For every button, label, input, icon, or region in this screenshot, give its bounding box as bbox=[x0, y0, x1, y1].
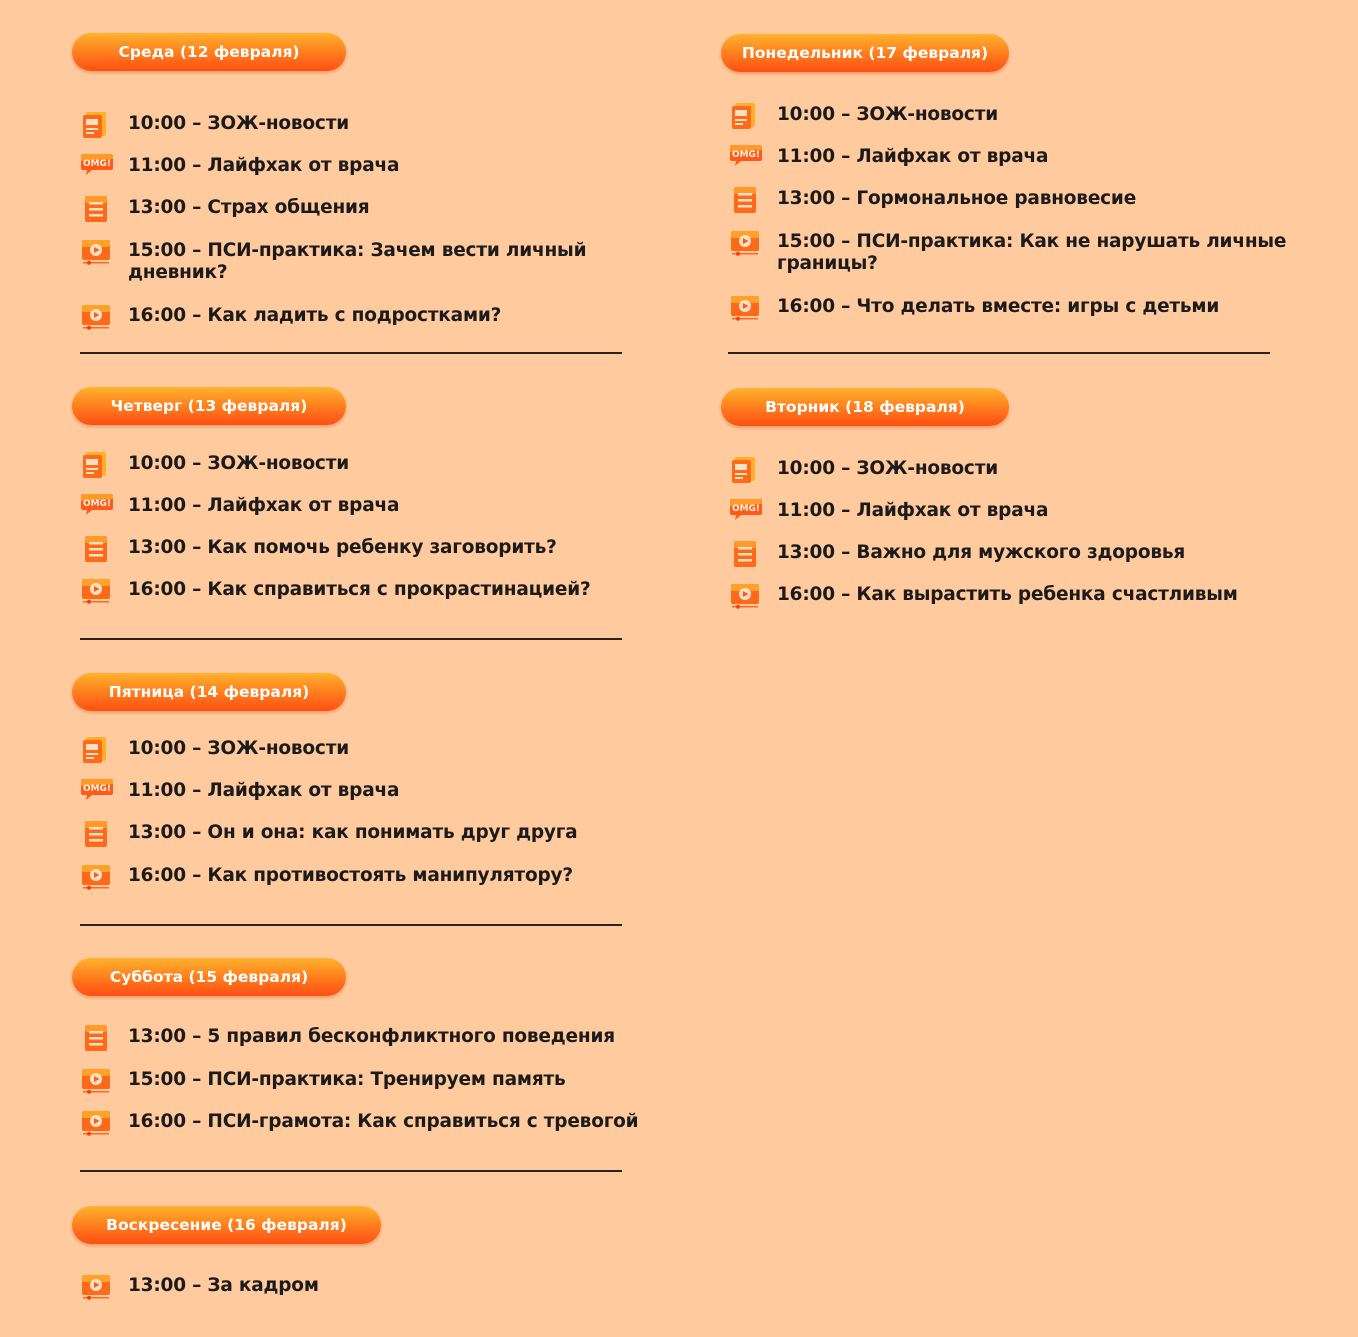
schedule-item-text bbox=[128, 453, 349, 475]
schedule-item-line: 11:00 – Лайфхак от врача bbox=[777, 146, 1049, 167]
video-icon bbox=[80, 303, 114, 329]
schedule-item-text bbox=[128, 495, 399, 517]
day-header: Пятница (14 февраля) bbox=[72, 673, 346, 711]
schedule-item bbox=[80, 865, 573, 889]
schedule-item-text bbox=[128, 113, 349, 135]
schedule-item-line: 11:00 – Лайфхак от врача bbox=[128, 495, 400, 516]
day-header: Суббота (15 февраля) bbox=[72, 958, 346, 996]
svg-text:OMG!: OMG! bbox=[82, 499, 112, 509]
schedule-item-line: 11:00 – Лайфхак от врача bbox=[777, 500, 1049, 521]
schedule-item-text bbox=[128, 155, 399, 177]
schedule-item bbox=[80, 453, 349, 477]
schedule-item bbox=[80, 1069, 566, 1093]
schedule-item-line: 16:00 – Как вырастить ребенка счастливым bbox=[777, 584, 1238, 605]
schedule-item bbox=[729, 188, 1136, 212]
day-header: Понедельник (17 февраля) bbox=[721, 34, 1009, 72]
schedule-item bbox=[80, 1111, 638, 1135]
schedule-item-text bbox=[777, 458, 998, 480]
video-icon bbox=[80, 1273, 114, 1299]
day-header: Четверг (13 февраля) bbox=[72, 387, 346, 425]
schedule-item-line: 13:00 – За кадром bbox=[128, 1275, 319, 1296]
omg-icon bbox=[80, 153, 114, 179]
schedule-item-text bbox=[777, 231, 1286, 275]
schedule-item-line: 10:00 – ЗОЖ-новости bbox=[128, 453, 349, 474]
schedule-item-line: 13:00 – Как помочь ребенку заговорить? bbox=[128, 537, 557, 558]
schedule-item bbox=[80, 1275, 319, 1299]
schedule-item-line: 10:00 – ЗОЖ-новости bbox=[777, 458, 998, 479]
schedule-item bbox=[80, 495, 399, 519]
news-icon bbox=[729, 102, 763, 128]
schedule-item-text bbox=[777, 188, 1136, 210]
video-icon bbox=[80, 1067, 114, 1093]
list-icon bbox=[729, 186, 763, 212]
schedule-item bbox=[729, 542, 1185, 566]
schedule-item-text bbox=[777, 584, 1238, 606]
video-icon bbox=[729, 582, 763, 608]
video-icon bbox=[80, 577, 114, 603]
news-icon bbox=[80, 451, 114, 477]
schedule-item-text bbox=[128, 240, 586, 284]
schedule-item-text bbox=[128, 1069, 566, 1091]
schedule-item-line: 10:00 – ЗОЖ-новости bbox=[777, 104, 998, 125]
day-header: Среда (12 февраля) bbox=[72, 33, 346, 71]
news-icon bbox=[729, 456, 763, 482]
schedule-item-line: 16:00 – Как ладить с подростками? bbox=[128, 305, 502, 326]
svg-text:OMG!: OMG! bbox=[82, 159, 112, 169]
schedule-item bbox=[80, 780, 399, 804]
schedule-item-text bbox=[128, 738, 349, 760]
schedule-item-line: границы? bbox=[777, 253, 878, 274]
video-icon bbox=[80, 238, 114, 264]
schedule-item-text bbox=[128, 780, 399, 802]
list-icon bbox=[80, 1024, 114, 1050]
section-divider bbox=[80, 352, 622, 354]
schedule-item-line: 15:00 – ПСИ-практика: Как не нарушать личные bbox=[777, 231, 1287, 252]
svg-text:OMG!: OMG! bbox=[731, 504, 761, 514]
schedule-item-text bbox=[128, 1275, 319, 1297]
schedule-item-line: 13:00 – Страх общения bbox=[128, 197, 370, 218]
schedule-item-line: 11:00 – Лайфхак от врача bbox=[128, 155, 400, 176]
schedule-item bbox=[729, 296, 1219, 320]
section-divider bbox=[80, 924, 622, 926]
schedule-item-text bbox=[777, 542, 1185, 564]
section-divider bbox=[80, 638, 622, 640]
schedule-item-line: 15:00 – ПСИ-практика: Тренируем память bbox=[128, 1069, 566, 1090]
schedule-item-text bbox=[128, 537, 557, 559]
news-icon bbox=[80, 736, 114, 762]
day-header: Воскресение (16 февраля) bbox=[72, 1206, 381, 1244]
schedule-item bbox=[80, 537, 557, 561]
section-divider bbox=[80, 1170, 622, 1172]
list-icon bbox=[80, 820, 114, 846]
section-divider bbox=[728, 352, 1270, 354]
list-icon bbox=[80, 535, 114, 561]
video-icon bbox=[729, 294, 763, 320]
schedule-item-text bbox=[128, 1026, 615, 1048]
schedule-item bbox=[80, 1026, 615, 1050]
svg-text:OMG!: OMG! bbox=[731, 150, 761, 160]
day-header: Вторник (18 февраля) bbox=[721, 388, 1009, 426]
schedule-item-text bbox=[128, 865, 573, 887]
schedule-item-line: 13:00 – Гормональное равновесие bbox=[777, 188, 1137, 209]
schedule-item bbox=[729, 584, 1238, 608]
omg-icon bbox=[80, 778, 114, 804]
news-icon bbox=[80, 111, 114, 137]
schedule-item-line: 10:00 – ЗОЖ-новости bbox=[128, 738, 349, 759]
schedule-item-line: 13:00 – Он и она: как понимать друг друга bbox=[128, 822, 578, 843]
svg-text:OMG!: OMG! bbox=[82, 784, 112, 794]
schedule-item bbox=[80, 305, 501, 329]
schedule-item-text bbox=[777, 500, 1048, 522]
omg-icon bbox=[80, 493, 114, 519]
schedule-item-text bbox=[128, 822, 577, 844]
schedule-item-line: 16:00 – Как справиться с прокрастинацией? bbox=[128, 579, 591, 600]
schedule-item-line: 10:00 – ЗОЖ-новости bbox=[128, 113, 349, 134]
schedule-item bbox=[729, 500, 1048, 524]
schedule-item-text bbox=[128, 1111, 638, 1133]
schedule-item-line: 11:00 – Лайфхак от врача bbox=[128, 780, 400, 801]
schedule-item bbox=[80, 822, 577, 846]
schedule-item-line: 13:00 – 5 правил бесконфликтного поведения bbox=[128, 1026, 615, 1047]
schedule-item bbox=[729, 104, 998, 128]
schedule-item bbox=[80, 197, 369, 221]
omg-icon bbox=[729, 144, 763, 170]
schedule-item bbox=[729, 146, 1048, 170]
schedule-item-line: 16:00 – Как противостоять манипулятору? bbox=[128, 865, 573, 886]
schedule-item bbox=[80, 579, 591, 603]
schedule-item-line: дневник? bbox=[128, 262, 228, 283]
schedule-item-text bbox=[777, 146, 1048, 168]
schedule-item bbox=[729, 231, 1286, 275]
list-icon bbox=[729, 540, 763, 566]
schedule-item-line: 13:00 – Важно для мужского здоровья bbox=[777, 542, 1186, 563]
schedule-item-text bbox=[777, 296, 1219, 318]
schedule-item-line: 16:00 – ПСИ-грамота: Как справиться с тревогой bbox=[128, 1111, 639, 1132]
omg-icon bbox=[729, 498, 763, 524]
video-icon bbox=[80, 1109, 114, 1135]
schedule-item bbox=[729, 458, 998, 482]
video-icon bbox=[80, 863, 114, 889]
schedule-item-text bbox=[128, 305, 501, 327]
schedule-item bbox=[80, 240, 586, 284]
schedule-item-line: 15:00 – ПСИ-практика: Зачем вести личный bbox=[128, 240, 587, 261]
schedule-item bbox=[80, 738, 349, 762]
schedule-item-text bbox=[128, 197, 369, 219]
schedule-item-line: 16:00 – Что делать вместе: игры с детьми bbox=[777, 296, 1220, 317]
schedule-item-text bbox=[128, 579, 591, 601]
schedule-item bbox=[80, 155, 399, 179]
schedule-item bbox=[80, 113, 349, 137]
video-icon bbox=[729, 229, 763, 255]
list-icon bbox=[80, 195, 114, 221]
schedule-item-text bbox=[777, 104, 998, 126]
